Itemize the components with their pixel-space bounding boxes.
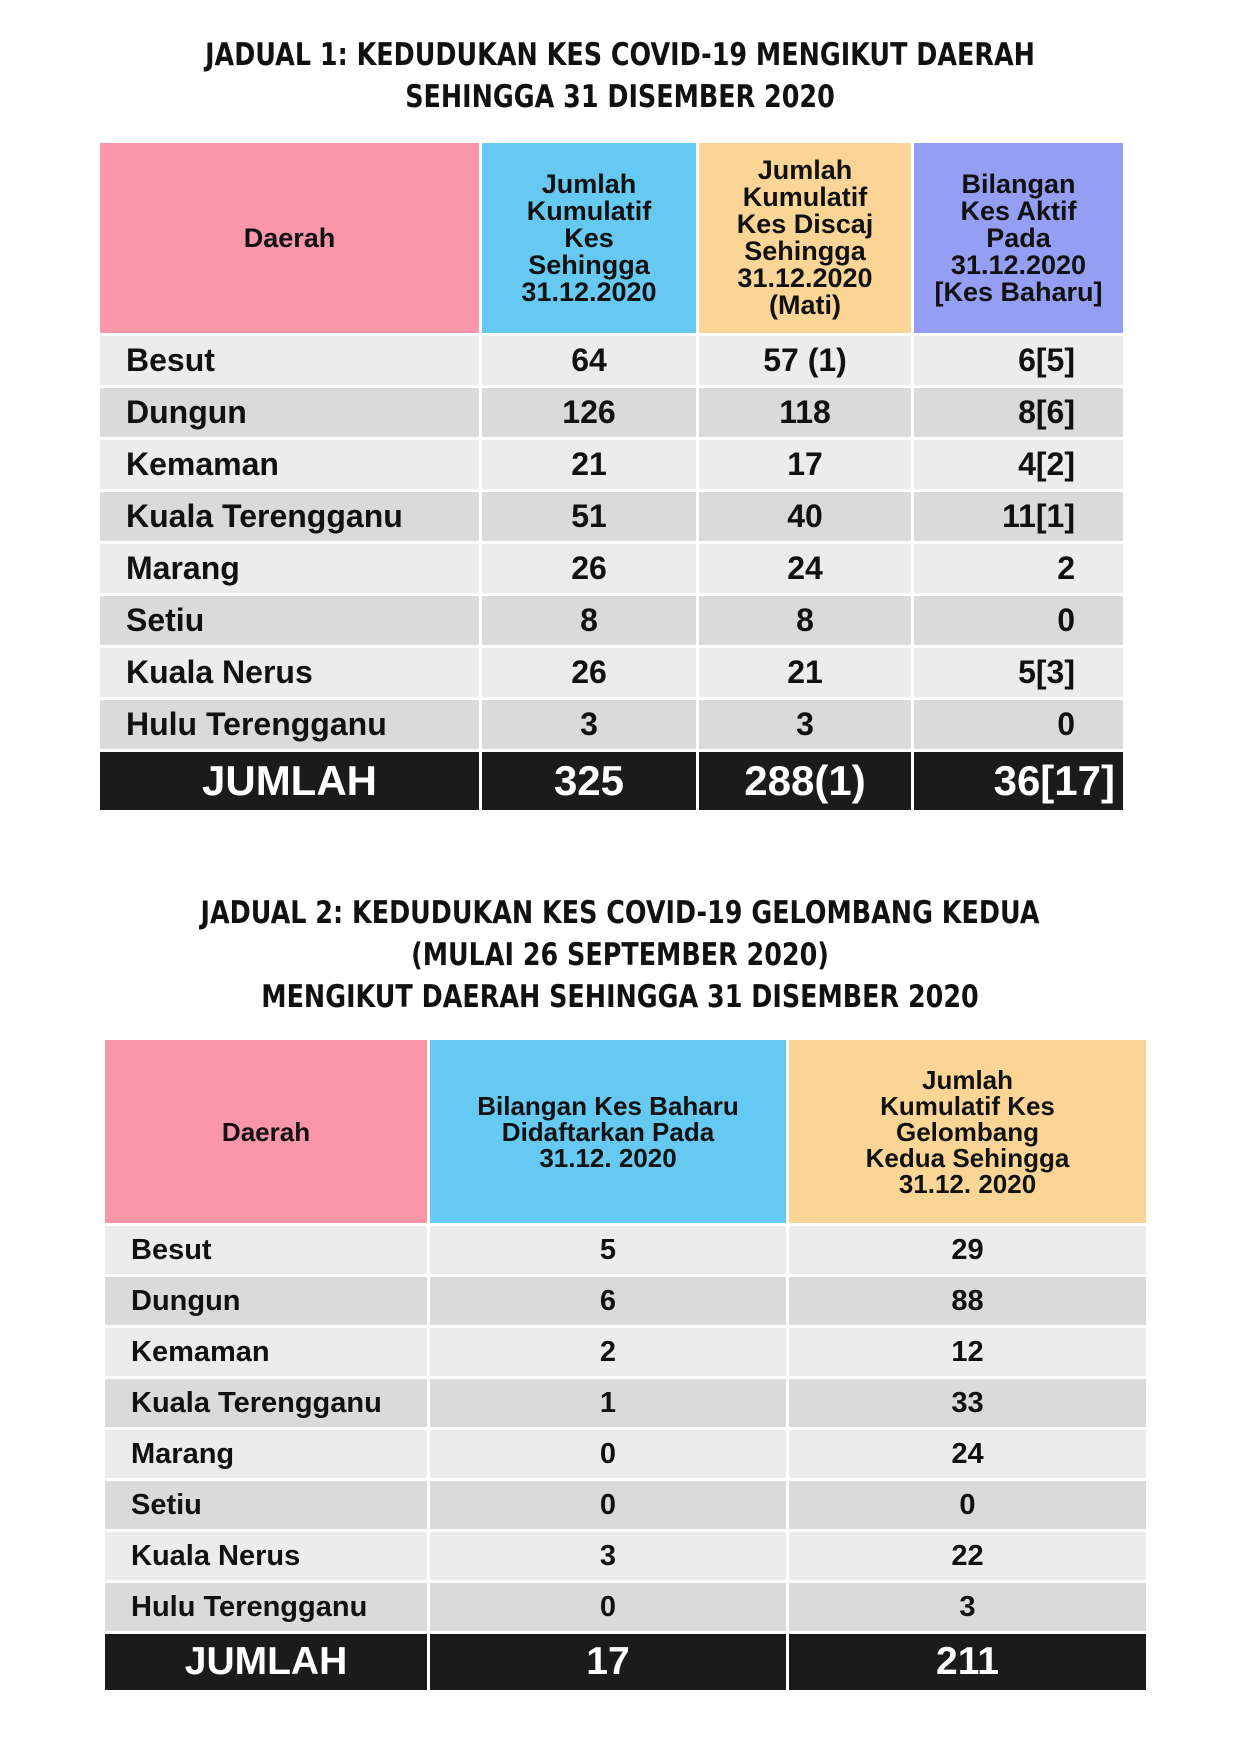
table2-title	[112, 892, 1129, 1018]
table2-header-kes-baharu	[429, 1039, 788, 1225]
header-line: Kumulatif Kes	[880, 1090, 1055, 1121]
table2-header-row	[104, 1039, 1148, 1225]
total-label: JUMLAH	[104, 1633, 429, 1692]
cell-discaj: 8	[698, 595, 913, 647]
table2	[102, 1037, 1149, 1693]
header-line: Kes Discaj	[736, 209, 874, 239]
table2-header-kumulatif	[788, 1039, 1148, 1225]
header-line: [Kes Baharu]	[934, 276, 1103, 307]
cell-kumulatif: 26	[481, 647, 698, 699]
cell-kumulatif: 88	[788, 1276, 1148, 1327]
table-row	[104, 1480, 1148, 1531]
table-row	[104, 1582, 1148, 1633]
table1	[97, 140, 1126, 813]
header-line: 31.12.2020	[737, 263, 873, 293]
table-row	[104, 1378, 1148, 1429]
table-row	[99, 491, 1125, 543]
header-line: Kes Aktif	[960, 195, 1077, 226]
cell-kumulatif: 29	[788, 1225, 1148, 1276]
cell-aktif: 0	[913, 595, 1125, 647]
cell-aktif: 5[3]	[913, 647, 1125, 699]
cell-kes-baharu: 3	[429, 1531, 788, 1582]
table-row	[104, 1531, 1148, 1582]
header-line: Didaftarkan Pada	[501, 1116, 715, 1147]
table2-title-line: JADUAL 2: KEDUDUKAN KES COVID-19 GELOMBANG KEDUA	[200, 895, 1040, 931]
header-line: Pada	[986, 222, 1051, 253]
total-kumulatif: 211	[788, 1633, 1148, 1692]
cell-aktif: 11[1]	[913, 491, 1125, 543]
total-discaj: 288(1)	[698, 751, 913, 812]
table-row	[104, 1276, 1148, 1327]
cell-kumulatif: 12	[788, 1327, 1148, 1378]
table-row	[99, 595, 1125, 647]
table-row	[104, 1225, 1148, 1276]
cell-discaj: 118	[698, 387, 913, 439]
district-name: Besut	[104, 1225, 429, 1276]
header-line: Jumlah	[921, 1064, 1014, 1095]
cell-kes-baharu: 0	[429, 1582, 788, 1633]
table-row	[99, 387, 1125, 439]
cell-kumulatif: 21	[481, 439, 698, 491]
header-line: 31.12.2020	[521, 276, 657, 307]
table2-header-daerah	[104, 1039, 429, 1225]
district-name: Kemaman	[104, 1327, 429, 1378]
cell-aktif: 0	[913, 699, 1125, 751]
district-name: Kemaman	[99, 439, 481, 491]
cell-aktif: 4[2]	[913, 439, 1125, 491]
table1-header-kumulatif	[481, 142, 698, 335]
header-line: Daerah	[221, 1116, 311, 1147]
header-line: Kedua Sehingga	[865, 1142, 1070, 1173]
cell-kumulatif: 3	[481, 699, 698, 751]
cell-kes-baharu: 1	[429, 1378, 788, 1429]
table1-header-aktif	[913, 142, 1125, 335]
district-name: Besut	[99, 335, 481, 387]
header-line: (Mati)	[769, 290, 841, 320]
district-name: Hulu Terengganu	[99, 699, 481, 751]
header-line: Kumulatif	[742, 182, 868, 212]
district-name: Kuala Terengganu	[99, 491, 481, 543]
district-name: Setiu	[104, 1480, 429, 1531]
total-aktif: 36[17]	[913, 751, 1125, 812]
district-name: Marang	[104, 1429, 429, 1480]
table1-title-line: SEHINGGA 31 DISEMBER 2020	[405, 79, 835, 115]
total-kumulatif: 325	[481, 751, 698, 812]
district-name: Dungun	[104, 1276, 429, 1327]
cell-kes-baharu: 2	[429, 1327, 788, 1378]
table1-header-row	[99, 142, 1125, 335]
table-row	[99, 699, 1125, 751]
header-line: 31.12. 2020	[539, 1142, 677, 1173]
table-row	[99, 439, 1125, 491]
cell-kumulatif: 8	[481, 595, 698, 647]
district-name: Dungun	[99, 387, 481, 439]
header-line: 31.12. 2020	[898, 1168, 1037, 1199]
header-line: Daerah	[243, 222, 336, 253]
header-line: Bilangan Kes Baharu	[477, 1090, 739, 1121]
table-row	[104, 1327, 1148, 1378]
cell-discaj: 24	[698, 543, 913, 595]
cell-aktif: 8[6]	[913, 387, 1125, 439]
district-name: Kuala Nerus	[99, 647, 481, 699]
cell-discaj: 57 (1)	[698, 335, 913, 387]
table1-title	[112, 34, 1129, 118]
cell-kumulatif: 126	[481, 387, 698, 439]
total-kes-baharu: 17	[429, 1633, 788, 1692]
table1-header-discaj	[698, 142, 913, 335]
cell-kes-baharu: 6	[429, 1276, 788, 1327]
table-row	[99, 543, 1125, 595]
table2-title-line: (MULAI 26 SEPTEMBER 2020)	[411, 937, 829, 973]
header-line: Jumlah	[757, 155, 853, 185]
cell-kumulatif: 3	[788, 1582, 1148, 1633]
table2-title-line: MENGIKUT DAERAH SEHINGGA 31 DISEMBER 2020	[261, 979, 979, 1015]
table-row	[99, 647, 1125, 699]
header-line: Kes	[564, 222, 614, 253]
header-line: Jumlah	[541, 168, 637, 199]
table1-header-daerah	[99, 142, 481, 335]
cell-aktif: 6[5]	[913, 335, 1125, 387]
cell-kumulatif: 26	[481, 543, 698, 595]
header-line: 31.12.2020	[950, 249, 1087, 280]
cell-kes-baharu: 0	[429, 1429, 788, 1480]
total-label: JUMLAH	[99, 751, 481, 812]
table-row	[99, 335, 1125, 387]
cell-kumulatif: 24	[788, 1429, 1148, 1480]
cell-discaj: 40	[698, 491, 913, 543]
cell-kumulatif: 22	[788, 1531, 1148, 1582]
header-line: Kumulatif	[526, 195, 652, 226]
header-line: Sehingga	[744, 236, 866, 266]
header-line: Gelombang	[895, 1116, 1039, 1147]
cell-discaj: 3	[698, 699, 913, 751]
cell-kes-baharu: 5	[429, 1225, 788, 1276]
header-line: Sehingga	[528, 249, 650, 280]
district-name: Kuala Nerus	[104, 1531, 429, 1582]
table1-title-line: JADUAL 1: KEDUDUKAN KES COVID-19 MENGIKUT DAERAH	[205, 37, 1035, 73]
district-name: Hulu Terengganu	[104, 1582, 429, 1633]
cell-discaj: 21	[698, 647, 913, 699]
district-name: Marang	[99, 543, 481, 595]
table1-total-row	[99, 751, 1125, 812]
header-line: Bilangan	[961, 168, 1076, 199]
cell-kumulatif: 64	[481, 335, 698, 387]
cell-discaj: 17	[698, 439, 913, 491]
district-name: Setiu	[99, 595, 481, 647]
cell-aktif: 2	[913, 543, 1125, 595]
cell-kumulatif: 33	[788, 1378, 1148, 1429]
district-name: Kuala Terengganu	[104, 1378, 429, 1429]
table-row	[104, 1429, 1148, 1480]
cell-kes-baharu: 0	[429, 1480, 788, 1531]
table2-total-row	[104, 1633, 1148, 1692]
cell-kumulatif: 51	[481, 491, 698, 543]
cell-kumulatif: 0	[788, 1480, 1148, 1531]
